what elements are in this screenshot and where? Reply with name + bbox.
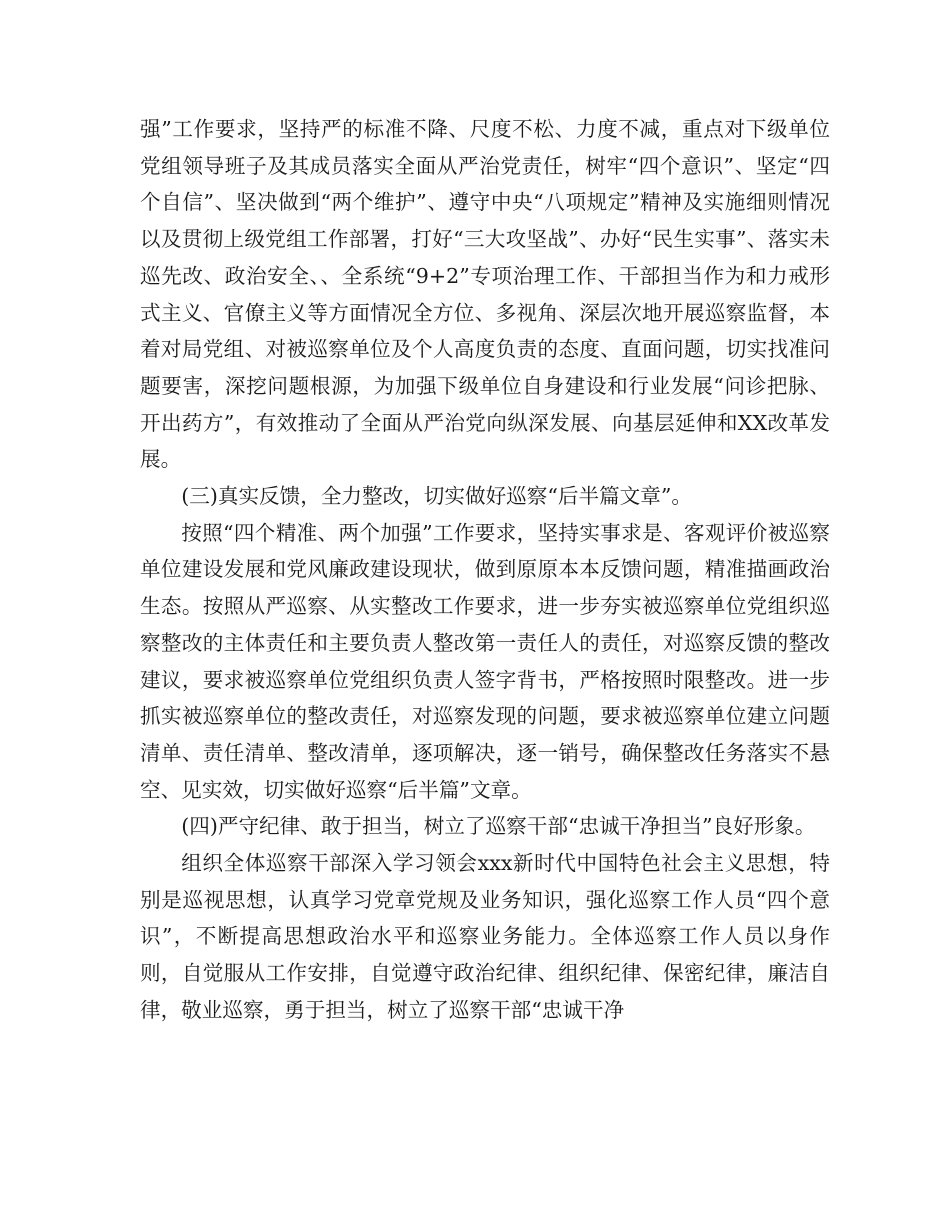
document-body — [140, 111, 830, 1029]
section-heading-3: (三)真实反馈，全力整改，切实做好巡察“后半篇文章”。 — [181, 484, 692, 509]
paragraph-continuation: 强”工作要求，坚持严的标准不降、尺度不松、力度不减，重点对下级单位党组领导班子及其成员落实全面从严治党责任，树牢“四个意识”、坚定“四个自信”、坚决做到“两个维护”、遵守中央“八项规定”精神及实施细则情况以及贯彻上级党组工作部署，打好“三大攻坚战”、办好“民生实事”、落实未巡先改、政治安全、、全系统“9+2”专项治理工作、干部担当作为和力戒形式主义、官僚主义等方面情况全方位、多视角、深层次地开展巡察监督，本着对局党组、对被巡察单位及个人高度负责的态度、直面问题，切实找准问题要害，深挖问题根源，为加强下级单位自身建设和行业发展“问诊把脉、开出药方”，有效推动了全面从严治党向纵深发展、向基层延伸和XX改革发展。 — [140, 117, 830, 472]
paragraph-feedback-rectification: 按照“四个精准、两个加强”工作要求，坚持实事求是、客观评价被巡察单位建设发展和党风廉政建设现状，做到原原本本反馈问题，精准描画政治生态。按照从严巡察、从实整改工作要求，进一步夯实被巡察单位党组织巡察整改的主体责任和主要负责人整改第一责任人的责任，对巡察反馈的整改建议，要求被巡察单位党组织负责人签字背书，严格按照时限整改。进一步抓实被巡察单位的整改责任，对巡察发现的问题，要求被巡察单位建立问题清单、责任清单、整改清单，逐项解决，逐一销号，确保整改任务落实不悬空、见实效，切实做好巡察“后半篇”文章。 — [140, 520, 830, 802]
section-heading-4: (四)严守纪律、敢于担当，树立了巡察干部“忠诚干净担当”良好形象。 — [181, 814, 816, 839]
paragraph-discipline: 组织全体巡察干部深入学习领会xxx新时代中国特色社会主义思想，特别是巡视思想，认真学习党章党规及业务知识，强化巡察工作人员“四个意识”，不断提高思想政治水平和巡察业务能力。全体巡察工作人员以身作则，自觉服从工作安排，自觉遵守政治纪律、组织纪律、保密纪律，廉洁自律，敬业巡察，勇于担当，树立了巡察干部“忠诚干净 — [140, 851, 830, 1022]
